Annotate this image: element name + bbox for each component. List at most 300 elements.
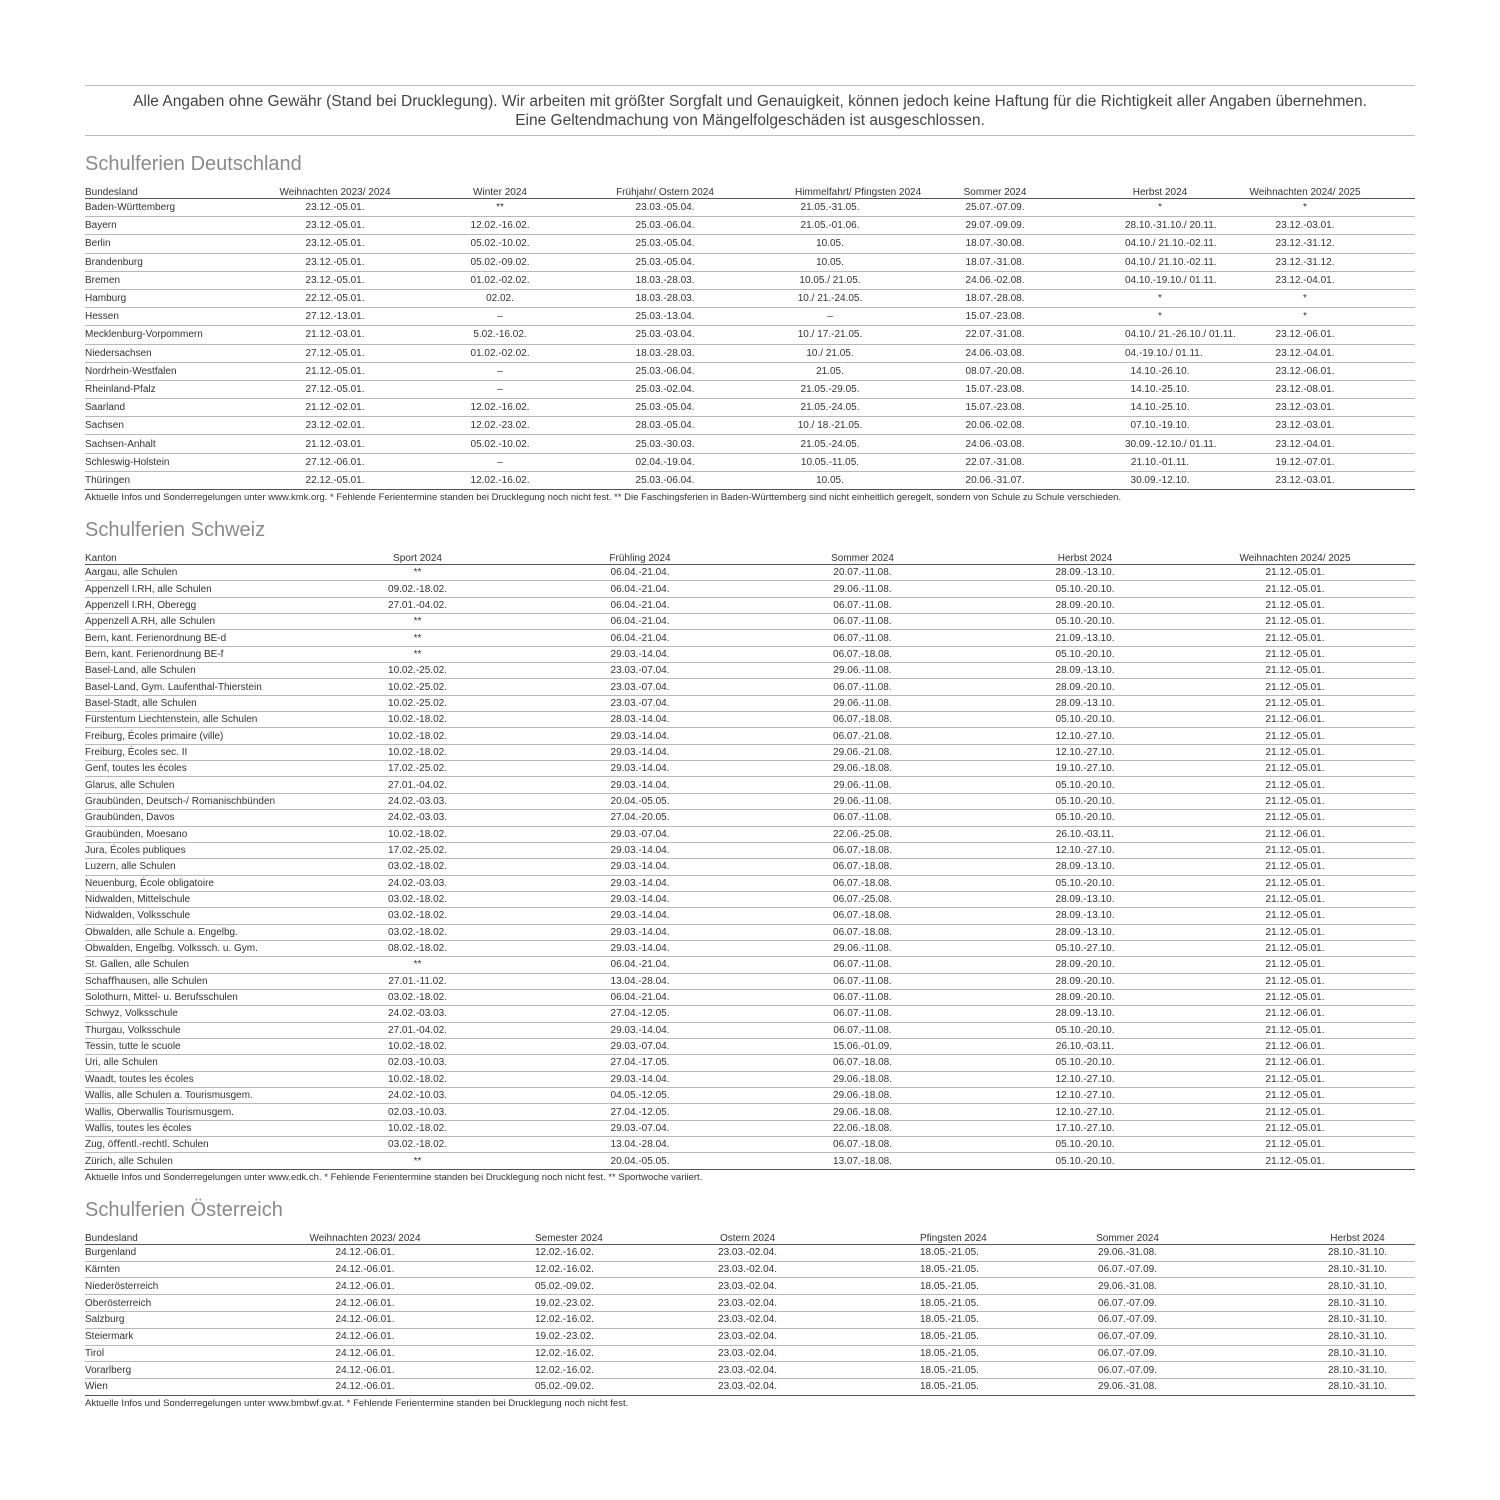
table-cell: 21.10.-01.11. <box>1125 453 1195 471</box>
table-cell: 23.12.-05.01. <box>205 199 465 217</box>
table-cell: 05.02.-09.02. <box>535 1278 575 1295</box>
table-cell: 21.12.-05.01. <box>1175 891 1415 907</box>
row-label: Wallis, Oberwallis Tourismusgem. <box>85 1104 285 1120</box>
column-header: Winter 2024 <box>465 182 535 199</box>
table-cell: 12.02.-16.02. <box>535 1311 575 1328</box>
table-cell: 23.12.-03.01. <box>1195 399 1415 417</box>
table-cell: 23.03.-02.04. <box>575 1244 920 1261</box>
table-cell: 02.02. <box>465 289 535 307</box>
table-row <box>85 679 1415 695</box>
table-cell: 10.05. <box>795 235 865 253</box>
table-cell: 10./ 18.-21.05. <box>795 417 865 435</box>
table-cell: 24.12.-06.01. <box>195 1362 535 1379</box>
table-row <box>85 875 1415 891</box>
table-cell: 30.09.-12.10. <box>1125 471 1195 489</box>
table-cell: 06.07.-18.08. <box>730 712 995 728</box>
table-row <box>85 989 1415 1005</box>
table-row <box>85 308 1415 326</box>
row-label: Wien <box>85 1379 195 1396</box>
table-cell: 23.03.-02.04. <box>575 1345 920 1362</box>
table-cell: 05.02.-10.02. <box>465 235 535 253</box>
table-oesterreich <box>85 1228 1415 1396</box>
table-cell: 28.09.-20.10. <box>995 989 1175 1005</box>
table-row <box>85 235 1415 253</box>
table-cell: 06.07.-21.08. <box>730 728 995 744</box>
table-cell: 24.02.-10.03. <box>285 1088 550 1104</box>
table-cell: 06.07.-18.08. <box>730 646 995 662</box>
table-cell: 27.01.-11.02. <box>285 973 550 989</box>
table-cell: 05.10.-20.10. <box>995 1055 1175 1071</box>
table-cell: 23.12.-05.01. <box>205 235 465 253</box>
table-cell: 23.12.-08.01. <box>1195 380 1415 398</box>
table-cell: ** <box>465 199 535 217</box>
disclaimer-line-1: Alle Angaben ohne Gewähr (Stand bei Drucklegung). Wir arbeiten mit größter Sorgfalt und Genauigkeit, können jedoch keine Haftung für die Richtigkeit aller Angaben übernehmen. <box>133 93 1367 110</box>
table-cell: 24.12.-06.01. <box>195 1345 535 1362</box>
table-cell: 15.06.-01.09. <box>730 1038 995 1054</box>
table-cell: 29.03.-14.04. <box>550 859 730 875</box>
table-cell: 21.12.-05.01. <box>1175 1088 1415 1104</box>
table-cell: 06.07.-07.09. <box>955 1345 1300 1362</box>
table-cell: 12.02.-16.02. <box>535 1261 575 1278</box>
table-cell: 24.12.-06.01. <box>195 1379 535 1396</box>
table-cell: 06.07.-18.08. <box>730 875 995 891</box>
table-row <box>85 1379 1415 1396</box>
table-row <box>85 1261 1415 1278</box>
table-cell: 28.09.-13.10. <box>995 908 1175 924</box>
table-cell: 21.12.-05.01. <box>1175 989 1415 1005</box>
table-cell: 19.10.-27.10. <box>995 761 1175 777</box>
table-cell: 23.03.-07.04. <box>550 695 730 711</box>
table-cell: 20.06.-31.07. <box>865 471 1125 489</box>
table-header-row <box>85 548 1415 565</box>
table-cell: 29.03.-14.04. <box>550 842 730 858</box>
table-cell: 19.02.-23.02. <box>535 1295 575 1312</box>
table-cell: 23.03.-02.04. <box>575 1328 920 1345</box>
table-cell: 13.04.-28.04. <box>550 973 730 989</box>
table-cell: 29.03.-14.04. <box>550 777 730 793</box>
table-cell: 04.10./ 21.10.-02.11. <box>1125 253 1195 271</box>
column-header: Pﬁngsten 2024 <box>920 1228 955 1245</box>
column-header: Sommer 2024 <box>955 1228 1300 1245</box>
table-row <box>85 646 1415 662</box>
table-cell: 04.10./ 21.10.-02.11. <box>1125 235 1195 253</box>
table-cell: 21.12.-05.01. <box>1175 1104 1415 1120</box>
row-label: Burgenland <box>85 1244 195 1261</box>
table-cell: 08.07.-20.08. <box>865 362 1125 380</box>
table-cell: 25.03.-05.04. <box>535 235 795 253</box>
table-cell: 21.12.-05.01. <box>1175 908 1415 924</box>
row-label: Oberösterreich <box>85 1295 195 1312</box>
table-cell: 21.12.-05.01. <box>1175 679 1415 695</box>
table-cell: 29.03.-14.04. <box>550 1071 730 1087</box>
table-row <box>85 663 1415 679</box>
table-cell: 28.10.-31.10. <box>1300 1345 1415 1362</box>
table-row <box>85 435 1415 453</box>
row-label: Kärnten <box>85 1261 195 1278</box>
table-cell: 21.12.-05.01. <box>1175 1022 1415 1038</box>
table-cell: 23.03.-07.04. <box>550 679 730 695</box>
column-header: Sommer 2024 <box>865 182 1125 199</box>
footnote-deutschland: Aktuelle Infos und Sonderregelungen unter www.kmk.org. * Fehlende Ferientermine standen bei Drucklegung noch nicht fest. ** Die Faschingsferien in Baden-Württemberg sind nicht einheitlich geregelt, sondern von Schule zu Schule verschieden. <box>85 492 1122 503</box>
table-schweiz <box>85 548 1415 1170</box>
table-cell: 21.12.-02.01. <box>205 399 465 417</box>
table-cell: 06.07.-11.08. <box>730 679 995 695</box>
row-label: Hessen <box>85 308 205 326</box>
table-cell: 28.10.-31.10. <box>1300 1311 1415 1328</box>
table-cell: 07.10.-19.10. <box>1125 417 1195 435</box>
table-cell: 25.07.-07.09. <box>865 199 1125 217</box>
table-cell: – <box>465 362 535 380</box>
table-cell: 23.03.-02.04. <box>575 1278 920 1295</box>
table-cell: 28.10.-31.10. <box>1300 1362 1415 1379</box>
table-row <box>85 924 1415 940</box>
row-label: Graubünden, Moesano <box>85 826 285 842</box>
table-cell: 18.05.-21.05. <box>920 1311 955 1328</box>
table-cell: 12.10.-27.10. <box>995 728 1175 744</box>
table-row <box>85 1104 1415 1120</box>
table-row <box>85 199 1415 217</box>
table-cell: 27.04.-20.05. <box>550 810 730 826</box>
table-cell: 04.05.-12.05. <box>550 1088 730 1104</box>
section-title-schweiz: Schulferien Schweiz <box>85 519 266 541</box>
disclaimer-line-2: Eine Geltendmachung von Mängelfolgeschäden ist ausgeschlossen. <box>515 112 985 129</box>
table-cell: 24.12.-06.01. <box>195 1328 535 1345</box>
table-cell: 21.12.-05.01. <box>1175 728 1415 744</box>
table-cell: 23.03.-02.04. <box>575 1379 920 1396</box>
table-cell: 10.05.-11.05. <box>795 453 865 471</box>
table-cell: 29.03.-14.04. <box>550 1022 730 1038</box>
table-cell: 29.03.-14.04. <box>550 646 730 662</box>
row-label: Nordrhein-Westfalen <box>85 362 205 380</box>
table-cell: 14.10.-25.10. <box>1125 399 1195 417</box>
table-cell: 29.06.-11.08. <box>730 777 995 793</box>
table-row <box>85 1362 1415 1379</box>
table-row <box>85 362 1415 380</box>
table-cell: 01.02.-02.02. <box>465 271 535 289</box>
table-cell: 10./ 21.05. <box>795 344 865 362</box>
table-row <box>85 1055 1415 1071</box>
table-row <box>85 1153 1415 1169</box>
table-cell: 21.12.-05.01. <box>1175 630 1415 646</box>
table-row <box>85 399 1415 417</box>
table-cell: 29.03.-14.04. <box>550 728 730 744</box>
table-cell: 21.12.-05.01. <box>1175 581 1415 597</box>
table-cell: 29.06.-21.08. <box>730 744 995 760</box>
row-label: Freiburg, Écoles sec. II <box>85 744 285 760</box>
table-cell: 21.12.-05.01. <box>1175 1120 1415 1136</box>
column-header: Himmelfahrt/ Pﬁngsten 2024 <box>795 182 865 199</box>
table-cell: 15.07.-23.08. <box>865 399 1125 417</box>
row-label: Jura, Écoles publiques <box>85 842 285 858</box>
table-cell: 21.12.-05.01. <box>1175 597 1415 613</box>
table-cell: 23.03.-02.04. <box>575 1295 920 1312</box>
table-row <box>85 1071 1415 1087</box>
table-cell: 28.10.-31.10./ 20.11. <box>1125 217 1195 235</box>
table-cell: 10./ 17.-21.05. <box>795 326 865 344</box>
table-cell: 29.06.-18.08. <box>730 761 995 777</box>
column-header: Herbst 2024 <box>995 548 1175 565</box>
footnote-oesterreich: Aktuelle Infos und Sonderregelungen unter www.bmbwf.gv.at. * Fehlende Ferientermine standen bei Drucklegung noch nicht fest. <box>85 1397 629 1409</box>
row-label: Bern, kant. Ferienordnung BE-d <box>85 630 285 646</box>
column-header: Semester 2024 <box>535 1228 575 1245</box>
section-oesterreich <box>85 1198 1415 1410</box>
table-row <box>85 417 1415 435</box>
table-row <box>85 793 1415 809</box>
table-cell: 28.10.-31.10. <box>1300 1328 1415 1345</box>
table-row <box>85 957 1415 973</box>
table-cell: 29.06.-31.08. <box>955 1379 1300 1396</box>
table-cell: 19.02.-23.02. <box>535 1328 575 1345</box>
table-cell: 24.12.-06.01. <box>195 1311 535 1328</box>
table-cell: 06.07.-18.08. <box>730 859 995 875</box>
table-cell: 29.03.-07.04. <box>550 1038 730 1054</box>
table-cell: 20.04.-05.05. <box>550 793 730 809</box>
table-cell: 03.02.-18.02. <box>285 924 550 940</box>
table-cell: 23.12.-03.01. <box>1195 417 1415 435</box>
table-cell: 28.03.-05.04. <box>535 417 795 435</box>
table-cell: 25.03.-05.04. <box>535 253 795 271</box>
table-row <box>85 1278 1415 1295</box>
table-cell: 28.10.-31.10. <box>1300 1261 1415 1278</box>
table-cell: 23.03.-07.04. <box>550 663 730 679</box>
table-cell: 18.05.-21.05. <box>920 1244 955 1261</box>
table-cell: 10.02.-18.02. <box>285 744 550 760</box>
row-label: Aargau, alle Schulen <box>85 565 285 581</box>
table-cell: 27.12.-13.01. <box>205 308 465 326</box>
table-cell: 23.12.-04.01. <box>1195 435 1415 453</box>
table-cell: 05.10.-20.10. <box>995 614 1175 630</box>
row-label: Wallis, alle Schulen a. Tourismusgem. <box>85 1088 285 1104</box>
table-cell: 10.05./ 21.05. <box>795 271 865 289</box>
row-label: Rheinland-Pfalz <box>85 380 205 398</box>
table-cell: 28.10.-31.10. <box>1300 1295 1415 1312</box>
table-cell: 21.12.-05.01. <box>1175 565 1415 581</box>
table-cell: ** <box>285 646 550 662</box>
table-cell: 06.07.-07.09. <box>955 1295 1300 1312</box>
row-label: Sachsen-Anhalt <box>85 435 205 453</box>
row-label: Basel-Land, Gym. Laufenthal-Thierstein <box>85 679 285 695</box>
table-cell: – <box>465 308 535 326</box>
table-cell: 21.12.-06.01. <box>1175 1006 1415 1022</box>
table-cell: 05.10.-20.10. <box>995 875 1175 891</box>
table-cell: 12.10.-27.10. <box>995 1071 1175 1087</box>
table-row <box>85 1345 1415 1362</box>
table-cell: 06.07.-11.08. <box>730 614 995 630</box>
table-cell: 23.12.-04.01. <box>1195 344 1415 362</box>
table-row <box>85 761 1415 777</box>
table-cell: 28.09.-13.10. <box>995 565 1175 581</box>
table-row <box>85 581 1415 597</box>
table-cell: ** <box>285 565 550 581</box>
table-cell: 29.06.-31.08. <box>955 1278 1300 1295</box>
table-cell: – <box>465 453 535 471</box>
table-cell: 05.10.-20.10. <box>995 581 1175 597</box>
table-cell: 17.02.-25.02. <box>285 842 550 858</box>
table-row <box>85 810 1415 826</box>
table-cell: 06.04.-21.04. <box>550 581 730 597</box>
table-cell: 04.10./ 21.-26.10./ 01.11. <box>1125 326 1195 344</box>
column-header: Weihnachten 2023/ 2024 <box>195 1228 535 1245</box>
table-cell: 30.09.-12.10./ 01.11. <box>1125 435 1195 453</box>
table-cell: 21.05. <box>795 362 865 380</box>
table-cell: 10.02.-18.02. <box>285 1120 550 1136</box>
table-cell: 28.10.-31.10. <box>1300 1278 1415 1295</box>
table-cell: 05.10.-20.10. <box>995 1153 1175 1169</box>
table-cell: 21.12.-05.01. <box>1175 695 1415 711</box>
table-cell: 28.09.-20.10. <box>995 973 1175 989</box>
table-cell: ** <box>285 630 550 646</box>
column-header: Weihnachten 2024/ 2025 <box>1195 182 1415 199</box>
column-header: Herbst 2024 <box>1125 182 1195 199</box>
table-cell: 24.12.-06.01. <box>195 1244 535 1261</box>
table-cell: 14.10.-26.10. <box>1125 362 1195 380</box>
table-cell: 24.02.-03.03. <box>285 1006 550 1022</box>
table-cell: 12.02.-16.02. <box>535 1345 575 1362</box>
table-header-row <box>85 182 1415 199</box>
table-row <box>85 614 1415 630</box>
table-cell: 10.02.-25.02. <box>285 695 550 711</box>
table-cell: 12.02.-16.02. <box>465 217 535 235</box>
table-cell: 29.03.-14.04. <box>550 908 730 924</box>
table-cell: 28.09.-13.10. <box>995 1006 1175 1022</box>
row-label: Glarus, alle Schulen <box>85 777 285 793</box>
table-cell: * <box>1125 308 1195 326</box>
row-label: Vorarlberg <box>85 1362 195 1379</box>
table-cell: 06.07.-11.08. <box>730 810 995 826</box>
table-cell: 12.10.-27.10. <box>995 1104 1175 1120</box>
table-cell: 02.03.-10.03. <box>285 1104 550 1120</box>
table-cell: 05.10.-27.10. <box>995 940 1175 956</box>
table-cell: 29.06.-18.08. <box>730 1071 995 1087</box>
table-cell: 18.07.-31.08. <box>865 253 1125 271</box>
table-cell: 18.05.-21.05. <box>920 1328 955 1345</box>
table-row <box>85 891 1415 907</box>
table-cell: 19.12.-07.01. <box>1195 453 1415 471</box>
table-cell: 21.12.-05.01. <box>1175 761 1415 777</box>
table-cell: 29.06.-11.08. <box>730 663 995 679</box>
table-cell: 23.12.-04.01. <box>1195 271 1415 289</box>
table-cell: 18.05.-21.05. <box>920 1362 955 1379</box>
row-label: Solothurn, Mittel- u. Berufsschulen <box>85 989 285 1005</box>
table-cell: 18.03.-28.03. <box>535 289 795 307</box>
row-label: Basel-Land, alle Schulen <box>85 663 285 679</box>
table-cell: 28.09.-20.10. <box>995 957 1175 973</box>
table-cell: 02.03.-10.03. <box>285 1055 550 1071</box>
table-cell: 21.12.-05.01. <box>1175 744 1415 760</box>
table-cell: 21.12.-05.01. <box>1175 973 1415 989</box>
table-cell: 29.06.-18.08. <box>730 1104 995 1120</box>
table-cell: 25.03.-06.04. <box>535 217 795 235</box>
table-cell: 18.03.-28.03. <box>535 271 795 289</box>
table-cell: 05.10.-20.10. <box>995 712 1175 728</box>
table-cell: 27.04.-12.05. <box>550 1006 730 1022</box>
table-cell: 06.04.-21.04. <box>550 597 730 613</box>
table-row <box>85 271 1415 289</box>
table-cell: 21.12.-03.01. <box>205 326 465 344</box>
table-cell: 22.12.-05.01. <box>205 471 465 489</box>
table-cell: 27.04.-12.05. <box>550 1104 730 1120</box>
row-label: Fürstentum Liechtenstein, alle Schulen <box>85 712 285 728</box>
table-cell: 27.01.-04.02. <box>285 1022 550 1038</box>
table-row <box>85 453 1415 471</box>
table-row <box>85 1120 1415 1136</box>
table-cell: 18.05.-21.05. <box>920 1295 955 1312</box>
table-row <box>85 1328 1415 1345</box>
table-row <box>85 1088 1415 1104</box>
table-cell: 23.12.-05.01. <box>205 217 465 235</box>
table-cell: 10./ 21.-24.05. <box>795 289 865 307</box>
table-cell: 03.02.-18.02. <box>285 859 550 875</box>
table-cell: 18.05.-21.05. <box>920 1379 955 1396</box>
row-label: Hamburg <box>85 289 205 307</box>
table-cell: 24.02.-03.03. <box>285 875 550 891</box>
table-cell: 12.10.-27.10. <box>995 1088 1175 1104</box>
table-cell: 26.10.-03.11. <box>995 1038 1175 1054</box>
table-cell: 06.04.-21.04. <box>550 565 730 581</box>
table-row <box>85 344 1415 362</box>
row-label: Mecklenburg-Vorpommern <box>85 326 205 344</box>
table-row <box>85 1311 1415 1328</box>
table-cell: 22.07.-31.08. <box>865 453 1125 471</box>
table-cell: 06.07.-18.08. <box>730 842 995 858</box>
table-cell: * <box>1195 199 1415 217</box>
table-cell: 23.12.-06.01. <box>1195 326 1415 344</box>
table-row <box>85 777 1415 793</box>
table-cell: 25.03.-30.03. <box>535 435 795 453</box>
table-cell: 10.02.-18.02. <box>285 1071 550 1087</box>
table-cell: 21.12.-05.01. <box>1175 1071 1415 1087</box>
table-cell: 12.10.-27.10. <box>995 744 1175 760</box>
table-cell: 08.02.-18.02. <box>285 940 550 956</box>
table-row <box>85 712 1415 728</box>
disclaimer <box>85 85 1415 136</box>
section-title-deutschland: Schulferien Deutschland <box>85 153 302 175</box>
table-cell: 27.04.-17.05. <box>550 1055 730 1071</box>
table-cell: 23.12.-06.01. <box>1195 362 1415 380</box>
row-label: St. Gallen, alle Schulen <box>85 957 285 973</box>
row-label: Luzern, alle Schulen <box>85 859 285 875</box>
table-cell: 23.12.-05.01. <box>205 253 465 271</box>
table-cell: 21.12.-05.01. <box>1175 1153 1415 1169</box>
footnote-schweiz: Aktuelle Infos und Sonderregelungen unter www.edk.ch. * Fehlende Ferientermine standen bei Drucklegung noch nicht fest. ** Sportwoche variiert. <box>85 1171 703 1183</box>
table-cell: 28.09.-13.10. <box>995 695 1175 711</box>
table-cell: 24.06.-03.08. <box>865 435 1125 453</box>
table-cell: 21.12.-05.01. <box>1175 957 1415 973</box>
table-row <box>85 1137 1415 1153</box>
table-cell: 21.12.-05.01. <box>1175 859 1415 875</box>
table-row <box>85 597 1415 613</box>
table-cell: 10.02.-25.02. <box>285 679 550 695</box>
table-cell: 25.03.-13.04. <box>535 308 795 326</box>
table-cell: 25.03.-06.04. <box>535 362 795 380</box>
table-cell: 06.07.-07.09. <box>955 1261 1300 1278</box>
table-cell: 18.03.-28.03. <box>535 344 795 362</box>
table-cell: 28.10.-31.10. <box>1300 1244 1415 1261</box>
table-cell: 29.07.-09.09. <box>865 217 1125 235</box>
table-cell: 05.02.-09.02. <box>535 1379 575 1396</box>
row-label: Graubünden, Davos <box>85 810 285 826</box>
table-deutschland <box>85 182 1415 490</box>
table-cell: 06.07.-25.08. <box>730 891 995 907</box>
table-header-row <box>85 1228 1415 1245</box>
column-header: Sommer 2024 <box>730 548 995 565</box>
row-label: Appenzell A.RH, alle Schulen <box>85 614 285 630</box>
table-cell: 28.09.-13.10. <box>995 891 1175 907</box>
table-cell: 23.12.-31.12. <box>1195 253 1415 271</box>
table-cell: 29.03.-07.04. <box>550 826 730 842</box>
table-cell: 29.03.-14.04. <box>550 924 730 940</box>
table-cell: 23.12.-31.12. <box>1195 235 1415 253</box>
